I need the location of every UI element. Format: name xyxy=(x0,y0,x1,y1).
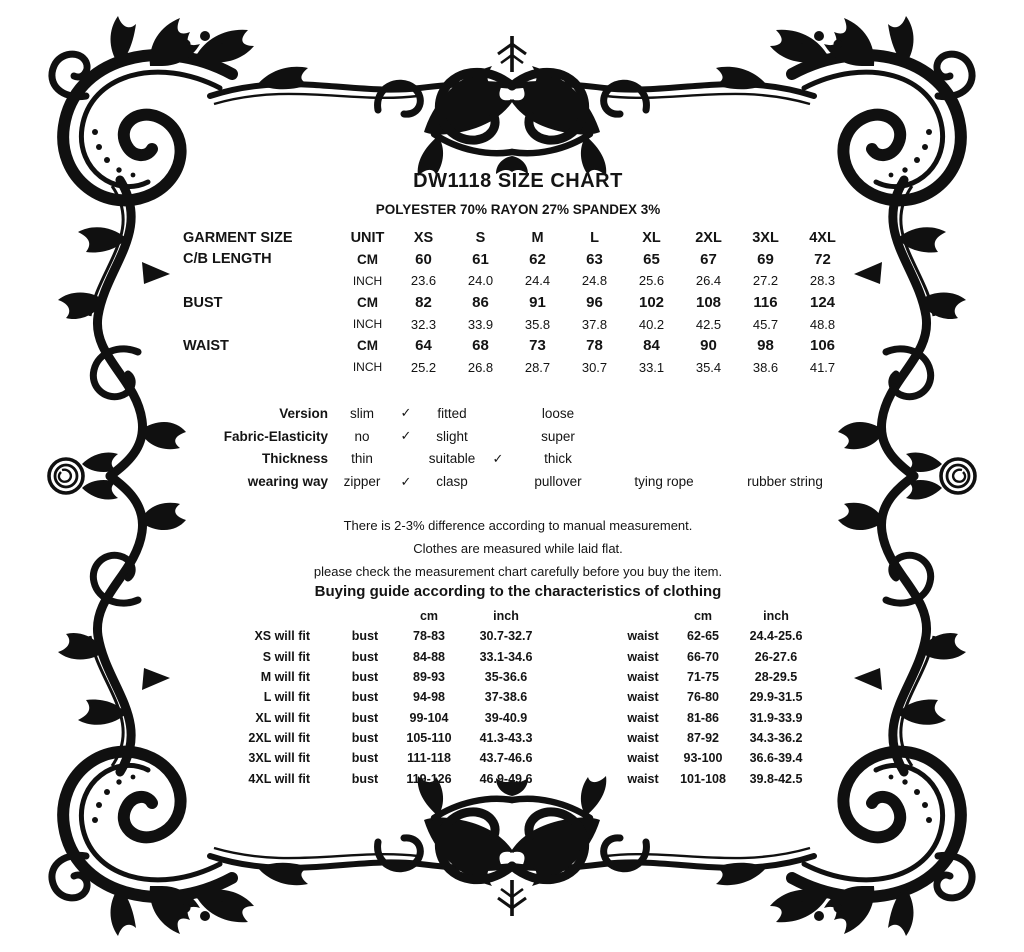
bust-inch-range: 35-36.6 xyxy=(484,670,528,685)
check-icon xyxy=(484,425,512,448)
attribute-option xyxy=(724,448,846,471)
waist-label: waist xyxy=(627,771,659,786)
value-cell: 73 xyxy=(529,337,546,355)
value-cell: 25.6 xyxy=(638,273,665,289)
bust-label: bust xyxy=(351,690,379,705)
bust-label: bust xyxy=(351,771,379,786)
attribute-label: Fabric-Elasticity xyxy=(223,428,328,444)
table-row xyxy=(198,667,816,687)
value-cell: 106 xyxy=(809,337,836,355)
attribute-option: slim xyxy=(350,405,374,421)
table-row xyxy=(183,357,851,379)
bust-inch-range: 33.1-34.6 xyxy=(479,649,533,664)
value-cell: 116 xyxy=(753,294,778,312)
size-table-header-row xyxy=(183,227,851,249)
value-cell: 78 xyxy=(586,337,603,355)
waist-inch-range: 26-27.6 xyxy=(754,649,798,664)
measure-label xyxy=(183,313,340,335)
bust-label: bust xyxy=(351,751,379,766)
cm-header: cm xyxy=(419,609,439,624)
value-cell: 40.2 xyxy=(638,316,665,332)
measure-label: C/B LENGTH xyxy=(183,251,272,268)
check-icon: ✓ xyxy=(400,405,412,421)
value-cell: 24.4 xyxy=(524,273,551,289)
value-cell: 33.1 xyxy=(638,359,665,375)
cm-header: cm xyxy=(693,609,713,624)
size-header: S xyxy=(475,229,486,246)
value-cell: 24.0 xyxy=(467,273,494,289)
value-cell: 37.8 xyxy=(581,316,608,332)
table-row xyxy=(196,448,846,471)
value-cell: 63 xyxy=(586,250,603,268)
value-cell: 42.5 xyxy=(695,316,722,332)
value-cell: 26.8 xyxy=(467,359,494,375)
waist-label: waist xyxy=(627,751,659,766)
bust-inch-range: 39-40.9 xyxy=(484,710,528,725)
value-cell: 61 xyxy=(472,250,489,268)
attribute-option xyxy=(724,402,846,425)
value-cell: 27.2 xyxy=(752,273,779,289)
bust-label: bust xyxy=(351,629,379,644)
waist-inch-range: 29.9-31.5 xyxy=(749,690,803,705)
table-row xyxy=(196,402,846,425)
value-cell: 38.6 xyxy=(752,359,779,375)
attribute-option: loose xyxy=(541,405,575,421)
fit-size-label: 2XL will fit xyxy=(248,730,310,745)
attribute-option xyxy=(604,425,724,448)
table-row xyxy=(183,292,851,314)
check-icon: ✓ xyxy=(492,450,504,466)
size-header: XS xyxy=(413,229,434,246)
value-cell: 28.7 xyxy=(524,359,551,375)
table-row xyxy=(198,707,816,727)
bust-inch-range: 37-38.6 xyxy=(484,690,528,705)
waist-label: waist xyxy=(627,710,659,725)
value-cell: 96 xyxy=(586,294,603,312)
fit-size-label: M will fit xyxy=(260,670,310,685)
attribute-option: thin xyxy=(351,451,373,467)
value-cell: 60 xyxy=(415,250,432,268)
value-cell: 28.3 xyxy=(809,273,836,289)
size-header: 4XL xyxy=(809,229,836,246)
check-icon: ✓ xyxy=(400,473,412,489)
fit-size-label: XS will fit xyxy=(254,629,310,644)
unit-header: UNIT xyxy=(350,229,385,246)
attribute-option: super xyxy=(541,428,575,444)
check-icon: ✓ xyxy=(400,428,412,444)
measure-label xyxy=(183,270,340,292)
bust-cm-range: 119-126 xyxy=(406,771,452,786)
waist-inch-range: 34.3-36.2 xyxy=(749,730,803,745)
attribute-option: suitable xyxy=(428,451,476,467)
value-cell: 98 xyxy=(757,337,774,355)
fit-size-label: L will fit xyxy=(263,690,310,705)
table-row xyxy=(196,470,846,493)
unit-cell: INCH xyxy=(352,273,383,288)
note-line: please check the measurement chart carefully before you buy the item. xyxy=(313,564,723,579)
waist-inch-range: 39.8-42.5 xyxy=(749,771,803,786)
note-line: Clothes are measured while laid flat. xyxy=(413,541,623,556)
waist-cm-range: 81-86 xyxy=(687,710,719,725)
inch-header: inch xyxy=(763,609,789,624)
bust-inch-range: 46.9-49.6 xyxy=(479,771,533,786)
size-header: M xyxy=(531,229,544,246)
bust-label: bust xyxy=(351,710,379,725)
measure-label xyxy=(183,357,340,379)
value-cell: 65 xyxy=(643,250,660,268)
value-cell: 62 xyxy=(529,250,546,268)
value-cell: 32.3 xyxy=(410,316,437,332)
waist-inch-range: 31.9-33.9 xyxy=(749,710,803,725)
attribute-option: slight xyxy=(436,428,468,444)
value-cell: 35.4 xyxy=(695,359,722,375)
value-cell: 84 xyxy=(643,337,660,355)
value-cell: 90 xyxy=(700,337,717,355)
buying-guide-header-row xyxy=(198,606,816,626)
value-cell: 82 xyxy=(415,294,432,312)
waist-cm-range: 76-80 xyxy=(687,690,719,705)
waist-inch-range: 36.6-39.4 xyxy=(749,751,803,766)
unit-cell: CM xyxy=(357,338,378,354)
check-icon xyxy=(484,470,512,493)
fabric-composition: POLYESTER 70% RAYON 27% SPANDEX 3% xyxy=(375,202,661,217)
value-cell: 48.8 xyxy=(809,316,836,332)
table-row xyxy=(198,748,816,768)
waist-cm-range: 66-70 xyxy=(687,649,719,664)
table-row xyxy=(183,313,851,335)
value-cell: 45.7 xyxy=(752,316,779,332)
waist-label: waist xyxy=(627,649,659,664)
page-title: DW1118 SIZE CHART xyxy=(413,170,623,192)
value-cell: 86 xyxy=(472,294,489,312)
size-header: 3XL xyxy=(752,229,779,246)
attribute-option: pullover xyxy=(534,474,582,490)
value-cell: 30.7 xyxy=(581,359,608,375)
waist-cm-range: 93-100 xyxy=(683,751,723,766)
value-cell: 24.8 xyxy=(581,273,608,289)
value-cell: 102 xyxy=(638,294,665,312)
waist-label: waist xyxy=(627,629,659,644)
size-header: 2XL xyxy=(695,229,722,246)
attribute-option: thick xyxy=(544,451,572,467)
attribute-option: clasp xyxy=(436,474,468,490)
attribute-matrix xyxy=(196,402,846,493)
waist-cm-range: 62-65 xyxy=(687,629,719,644)
attribute-label: Version xyxy=(279,405,328,421)
waist-cm-range: 87-92 xyxy=(687,730,719,745)
fit-size-label: 3XL will fit xyxy=(248,751,310,766)
table-row xyxy=(198,687,816,707)
size-header: XL xyxy=(642,229,661,246)
value-cell: 35.8 xyxy=(524,316,551,332)
buying-guide-table xyxy=(198,606,816,789)
size-table xyxy=(183,227,851,378)
inch-header: inch xyxy=(493,609,519,624)
table-row xyxy=(183,270,851,292)
table-row xyxy=(196,425,846,448)
table-row xyxy=(198,728,816,748)
bust-label: bust xyxy=(351,670,379,685)
note-line: There is 2-3% difference according to manual measurement. xyxy=(343,518,693,533)
table-row xyxy=(183,335,851,357)
value-cell: 33.9 xyxy=(467,316,494,332)
waist-cm-range: 101-108 xyxy=(680,771,726,786)
value-cell: 26.4 xyxy=(695,273,722,289)
bust-cm-range: 99-104 xyxy=(409,710,449,725)
waist-label: waist xyxy=(627,690,659,705)
value-cell: 69 xyxy=(757,250,774,268)
attribute-option: rubber string xyxy=(747,474,823,490)
garment-size-label: GARMENT SIZE xyxy=(183,229,293,246)
attribute-option: no xyxy=(354,428,370,444)
bust-label: bust xyxy=(351,730,379,745)
value-cell: 91 xyxy=(529,294,546,312)
waist-cm-range: 71-75 xyxy=(687,670,719,685)
measurement-notes xyxy=(185,514,851,583)
measure-label: WAIST xyxy=(183,337,229,354)
table-row xyxy=(183,249,851,271)
bust-inch-range: 30.7-32.7 xyxy=(479,629,533,644)
table-row xyxy=(198,768,816,788)
unit-cell: INCH xyxy=(352,360,383,375)
value-cell: 124 xyxy=(809,294,836,312)
waist-inch-range: 24.4-25.6 xyxy=(749,629,803,644)
fit-size-label: XL will fit xyxy=(255,710,310,725)
attribute-option: tying rope xyxy=(634,474,694,490)
size-header: L xyxy=(590,229,599,246)
measure-label: BUST xyxy=(183,294,223,311)
waist-label: waist xyxy=(627,730,659,745)
buying-guide-heading: Buying guide according to the characteristics of clothing xyxy=(314,583,722,600)
bust-label: bust xyxy=(351,649,379,664)
value-cell: 108 xyxy=(695,294,722,312)
value-cell: 67 xyxy=(700,250,717,268)
fit-size-label: 4XL will fit xyxy=(248,771,310,786)
bust-cm-range: 111-118 xyxy=(407,751,451,766)
value-cell: 64 xyxy=(415,337,432,355)
bust-cm-range: 89-93 xyxy=(413,670,445,685)
value-cell: 72 xyxy=(814,250,831,268)
table-row xyxy=(198,647,816,667)
bust-inch-range: 41.3-43.3 xyxy=(479,730,533,745)
value-cell: 23.6 xyxy=(410,273,437,289)
bust-cm-range: 78-83 xyxy=(413,629,445,644)
attribute-option: zipper xyxy=(343,474,381,490)
value-cell: 68 xyxy=(472,337,489,355)
fit-size-label: S will fit xyxy=(262,649,310,664)
check-icon xyxy=(392,448,420,471)
attribute-option xyxy=(604,448,724,471)
attribute-option: fitted xyxy=(437,405,467,421)
bust-cm-range: 84-88 xyxy=(413,649,445,664)
check-icon xyxy=(484,402,512,425)
table-row xyxy=(198,626,816,646)
attribute-label: Thickness xyxy=(261,451,328,467)
waist-inch-range: 28-29.5 xyxy=(754,670,798,685)
bust-cm-range: 105-110 xyxy=(406,730,452,745)
waist-label: waist xyxy=(627,670,659,685)
bust-cm-range: 94-98 xyxy=(413,690,445,705)
unit-cell: CM xyxy=(357,251,378,267)
attribute-label: wearing way xyxy=(247,474,328,490)
attribute-option xyxy=(604,402,724,425)
bust-inch-range: 43.7-46.6 xyxy=(479,751,533,766)
unit-cell: INCH xyxy=(352,317,383,332)
unit-cell: CM xyxy=(357,295,378,311)
value-cell: 25.2 xyxy=(410,359,437,375)
attribute-option xyxy=(724,425,846,448)
value-cell: 41.7 xyxy=(809,359,836,375)
